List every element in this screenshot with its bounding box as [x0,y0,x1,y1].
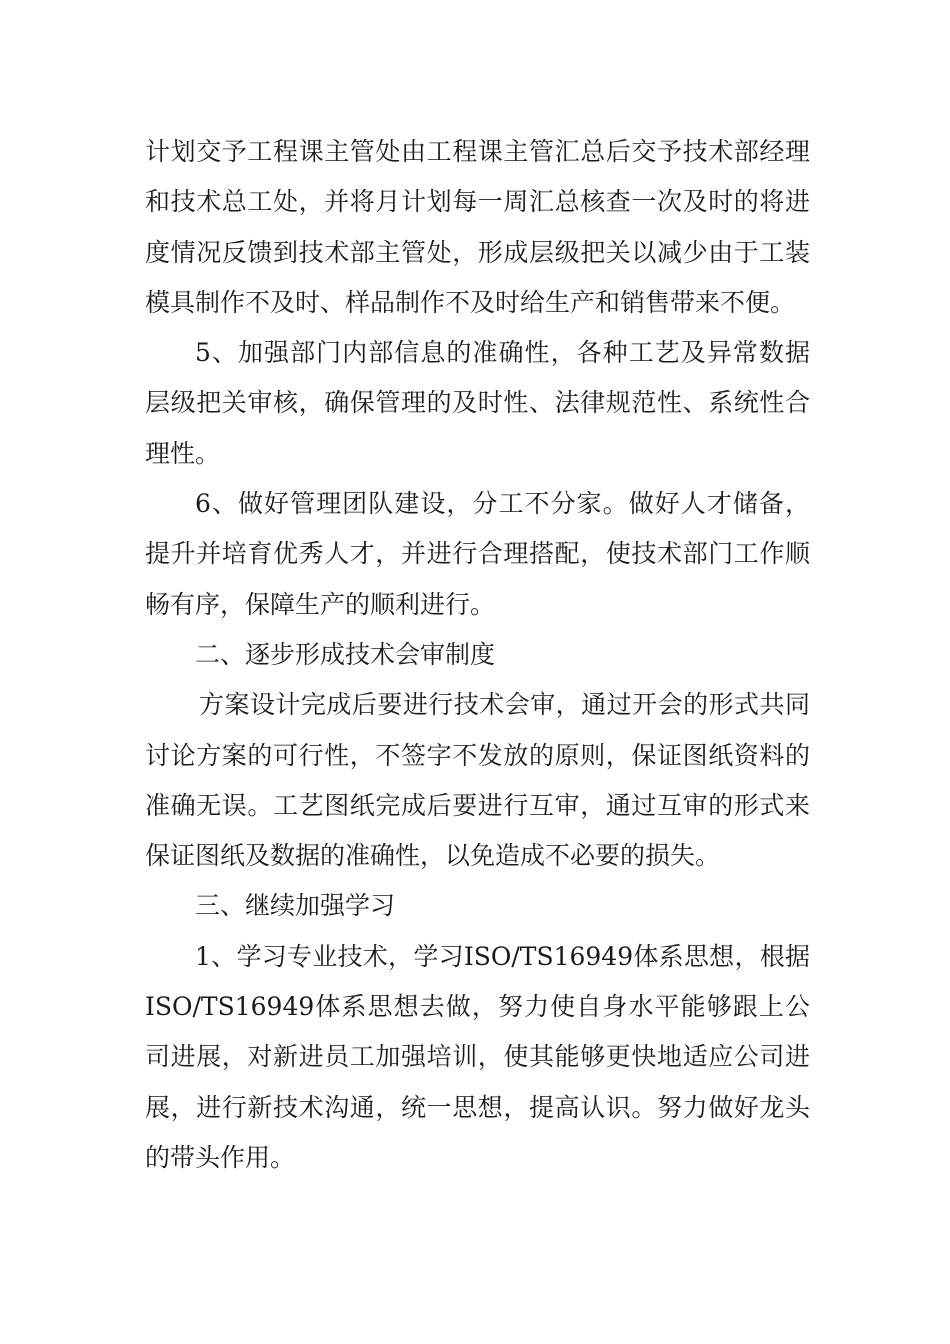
section-heading-3: 三、继续加强学习 [195,891,396,921]
paragraph-item-6: 6、做好管理团队建设，分工不分家。做好人才储备，提升并培育优秀人才，并进行合理搭配，使技术部门工作顺畅有序，保障生产的顺利进行。 [145,489,810,619]
paragraph-item-5: 5、加强部门内部信息的准确性，各种工艺及异常数据层级把关审核，确保管理的及时性、法律规范性、系统性合理性。 [145,338,810,468]
document-body [145,127,810,1183]
paragraph-continuation: 计划交予工程课主管处由工程课主管汇总后交予技术部经理和技术总工处，并将月计划每一周汇总核查一次及时的将进度情况反馈到技术部主管处，形成层级把关以减少由于工装模具制作不及时、样品制作不及时给生产和销售带来不便。 [145,137,810,317]
paragraph-review-system: 方案设计完成后要进行技术会审，通过开会的形式共同讨论方案的可行性，不签字不发放的原则，保证图纸资料的准确无误。工艺图纸完成后要进行互审，通过互审的形式来保证图纸及数据的准确性，以免造成不必要的损失。 [145,690,810,871]
paragraph-item-1-learning: 1、学习专业技术，学习ISO/TS16949体系思想，根据ISO/TS16949体系思想去做，努力使自身水平能够跟上公司进展，对新进员工加强培训，使其能够更快地适应公司进展，进行新技术沟通，统一思想，提高认识。努力做好龙头的带头作用。 [145,941,810,1172]
section-heading-2: 二、逐步形成技术会审制度 [195,639,496,669]
